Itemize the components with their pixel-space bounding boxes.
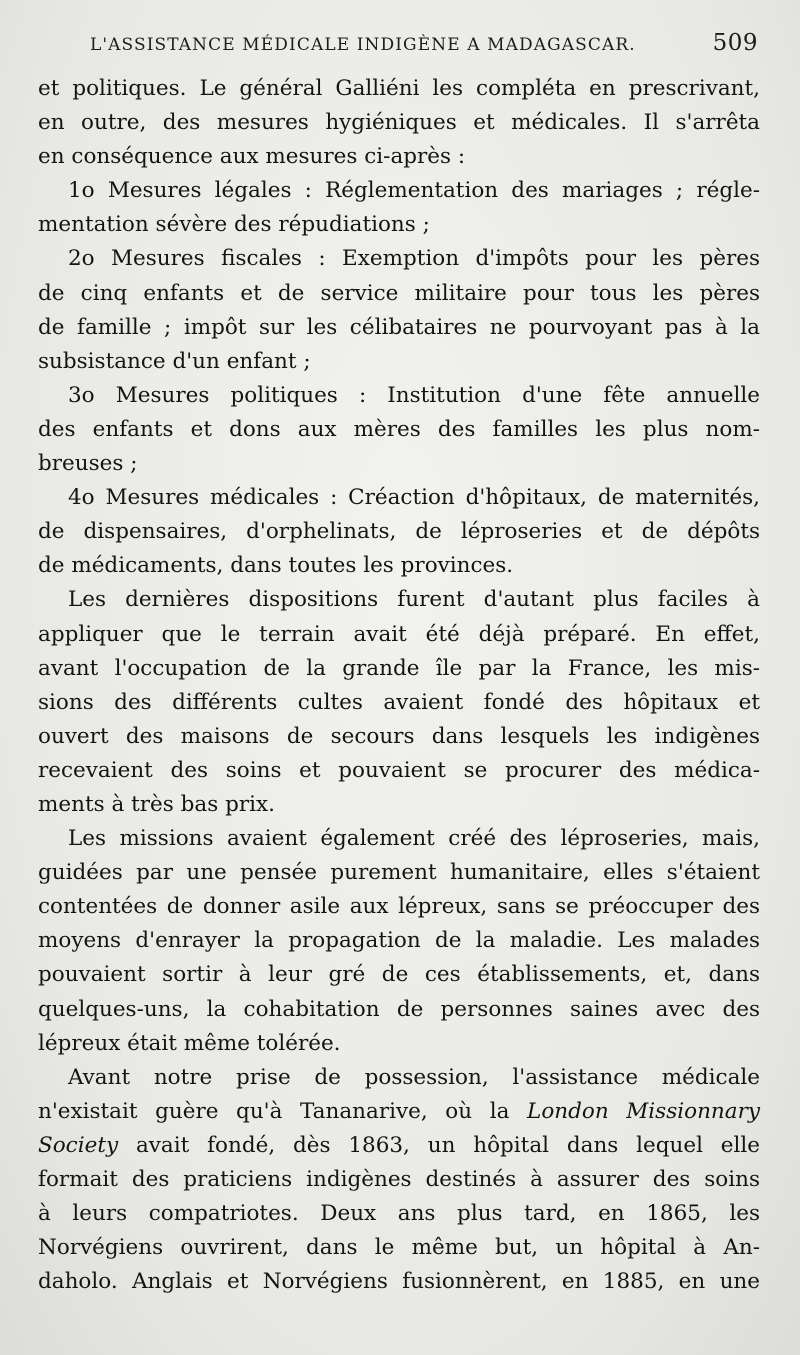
text-line: sions des différents cultes avaient fondé des hôpitaux et <box>38 689 760 715</box>
text-line: et politiques. Le général Galliéni les compléta en prescrivant, <box>38 76 760 101</box>
body-text <box>38 72 760 1299</box>
text-line: Les missions avaient également créé des léproseries, mais, <box>68 826 760 852</box>
text-line: moyens d'enrayer la propagation de la maladie. Les malades <box>38 928 760 954</box>
text-line: subsistance d'un enfant ; <box>38 348 311 374</box>
text-line: recevaient des soins et pouvaient se procurer des médica- <box>38 757 760 783</box>
text-line: pouvaient sortir à leur gré de ces établissements, et, dans <box>38 962 760 988</box>
text-line: guidées par une pensée purement humanitaire, elles s'étaient <box>38 860 760 886</box>
running-header <box>90 30 758 64</box>
text-line: de médicaments, dans toutes les provinces. <box>38 553 514 579</box>
text-line: quelques-uns, la cohabitation de personnes saines avec des <box>38 996 760 1022</box>
italic-segment: London Missionnary <box>527 1098 761 1124</box>
text-line: des enfants et dons aux mères des familles les plus nom- <box>38 416 760 442</box>
text-line: en conséquence aux mesures ci-après : <box>38 144 466 170</box>
text-line: à leurs compatriotes. Deux ans plus tard, en 1865, les <box>38 1201 760 1227</box>
text-line: de dispensaires, d'orphelinats, de léproseries et de dépôts <box>38 519 760 545</box>
text-segment: n'existait guère qu'à Tananarive, où la <box>38 1098 528 1124</box>
page-number: 509 <box>712 30 758 56</box>
italic-segment: Society <box>38 1132 119 1158</box>
text-line: ments à très bas prix. <box>38 791 275 817</box>
text-line: ouvert des maisons de secours dans lesquels les indigènes <box>38 723 760 749</box>
text-line <box>38 1095 760 1129</box>
text-line: Les dernières dispositions furent d'autant plus faciles à <box>68 587 760 613</box>
text-line: lépreux était même tolérée. <box>38 1030 341 1056</box>
text-line <box>38 1129 760 1163</box>
text-line: avant l'occupation de la grande île par la France, les mis- <box>38 655 760 681</box>
text-line: en outre, des mesures hygiéniques et médicales. Il s'arrêta <box>38 110 760 136</box>
text-line: contentées de donner asile aux lépreux, sans se préoccuper des <box>38 894 760 920</box>
text-line: 4o Mesures médicales : Créaction d'hôpitaux, de maternités, <box>68 485 760 511</box>
text-line: de cinq enfants et de service militaire pour tous les pères <box>38 280 760 306</box>
running-title: L'ASSISTANCE MÉDICALE INDIGÈNE A MADAGASCAR. <box>90 35 636 55</box>
text-line: Norvégiens ouvrirent, dans le même but, un hôpital à An- <box>38 1235 760 1261</box>
text-line: breuses ; <box>38 451 138 477</box>
text-line: de famille ; impôt sur les célibataires ne pourvoyant pas à la <box>38 314 760 340</box>
text-line: mentation sévère des répudiations ; <box>38 212 430 238</box>
text-line: Avant notre prise de possession, l'assistance médicale <box>68 1064 760 1090</box>
text-line: formait des praticiens indigènes destinés à assurer des soins <box>38 1167 760 1192</box>
text-line: daholo. Anglais et Norvégiens fusionnèrent, en 1885, en une <box>38 1269 760 1295</box>
text-line: 1o Mesures légales : Réglementation des mariages ; régle- <box>68 178 760 204</box>
text-line: appliquer que le terrain avait été déjà préparé. En effet, <box>38 621 760 647</box>
text-line: 2o Mesures fiscales : Exemption d'impôts pour les pères <box>68 246 760 272</box>
text-line: 3o Mesures politiques : Institution d'une fête annuelle <box>68 382 760 408</box>
text-segment: avait fondé, dès 1863, un hôpital dans lequel elle <box>118 1132 760 1158</box>
